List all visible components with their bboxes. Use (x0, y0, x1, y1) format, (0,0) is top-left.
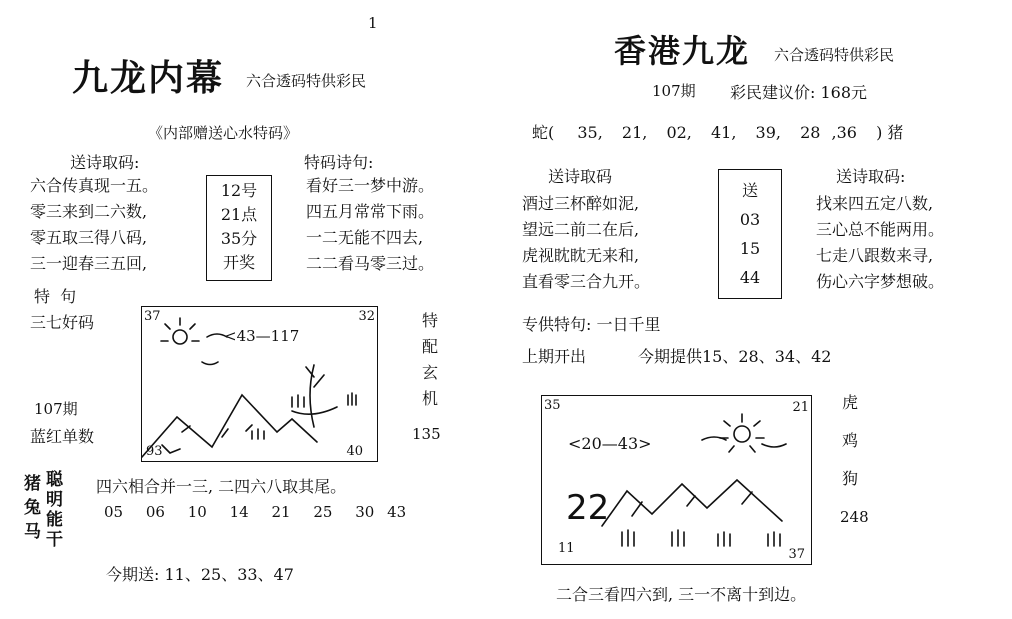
right-special-line: 专供特句: 一日千里 (522, 315, 661, 334)
animal: 虎 (842, 393, 859, 412)
box-line: 21点 (220, 205, 258, 224)
right-riddle-picture (541, 395, 812, 565)
box-line: 44 (739, 268, 761, 287)
snake-number: 39, (755, 123, 781, 142)
snake-number: 02, (666, 123, 692, 142)
picture-big-number: 22 (566, 488, 610, 528)
number: 10 (187, 503, 207, 521)
poem-line: 三心总不能两用。 (816, 220, 945, 239)
left-poem-special-lines (306, 173, 434, 277)
poem-line: 四五月常常下雨。 (306, 202, 435, 221)
right-this-issue: 今期提供15、28、34、42 (638, 347, 832, 366)
number: 25 (313, 503, 333, 521)
vertical-char: 配 (421, 337, 438, 356)
poem-line: 找来四五定八数, (816, 194, 934, 213)
box-line: 35分 (220, 229, 258, 248)
poem-line: 伤心六字梦想破。 (816, 272, 945, 291)
left-riddle-picture (141, 306, 378, 462)
left-special-sentence-label: 特 句 (34, 287, 77, 306)
poem-line: 酒过三杯醉如泥, (522, 194, 640, 213)
number: 43 (387, 503, 407, 521)
poem-line: 虎视眈眈无来和, (522, 246, 640, 265)
box-line: 03 (739, 210, 761, 229)
right-poem-right-lines (816, 191, 944, 295)
box-line: 开奖 (222, 253, 255, 272)
page-number: 1 (368, 14, 378, 32)
right-side-number: 248 (840, 508, 869, 526)
left-animal-column (24, 472, 41, 544)
poem-line: 一二无能不四去, (306, 228, 424, 247)
left-draw-time-box (206, 175, 272, 281)
picture-number-bottom-right: 40 (346, 444, 363, 459)
right-sketch-art (542, 396, 811, 564)
picture-number-top-left: 37 (144, 309, 161, 324)
snake-number: 35, (577, 123, 603, 142)
left-smart-column (46, 470, 63, 550)
right-poem-left-lines (522, 191, 650, 295)
picture-middle-text: <20—43> (568, 434, 652, 453)
animal: 猪 (24, 474, 41, 494)
picture-number-bottom-left: 93 (146, 444, 163, 459)
right-title: 香港九龙 (614, 32, 751, 70)
poem-line: 零五取三得八码, (30, 228, 148, 247)
right-poem-right-header: 送诗取码: (836, 167, 906, 186)
snake-label: 蛇( (532, 123, 555, 142)
box-line: 送 (741, 181, 758, 200)
left-numbers-line (104, 503, 406, 521)
poem-line: 直看零三合九开。 (522, 272, 651, 291)
poem-line: 望远二前二在后, (522, 220, 640, 239)
left-title: 九龙内幕 (72, 57, 225, 99)
poem-line: 六合传真现一五。 (30, 176, 159, 195)
box-line: 15 (739, 239, 761, 258)
snake-number: 28 (800, 123, 821, 142)
number: 30 (355, 503, 375, 521)
poem-line: 七走八跟数来寻, (816, 246, 934, 265)
left-this-issue: 今期送: 11、25、33、47 (106, 565, 294, 584)
right-bottom-line: 二合三看四六到, 三一不离十到边。 (556, 585, 807, 604)
animal: 马 (24, 522, 41, 542)
animal: 狗 (842, 469, 859, 488)
animal: 鸡 (842, 431, 859, 450)
number: 06 (145, 503, 165, 521)
right-price: 彩民建议价: 168元 (730, 83, 868, 102)
smart-char: 能 (46, 510, 63, 530)
right-poem-left-header: 送诗取码 (548, 167, 613, 186)
number: 14 (229, 503, 249, 521)
poem-line: 三一迎春三五回, (30, 254, 148, 273)
vertical-char: 机 (421, 389, 438, 408)
left-bracket-title: 《内部赠送心水特码》 (148, 124, 299, 142)
right-subtitle: 六合透码特供彩民 (774, 46, 895, 64)
poem-line: 看好三一梦中游。 (306, 176, 435, 195)
box-line: 12号 (220, 181, 258, 200)
smart-char: 聪 (46, 470, 63, 490)
right-last-issue: 上期开出 (522, 347, 587, 366)
number: 21 (271, 503, 291, 521)
left-blue-red-label: 蓝红单数 (30, 427, 95, 446)
number: 05 (104, 503, 124, 521)
poem-line: 零三来到二六数, (30, 202, 148, 221)
picture-middle-text: <43—117 (224, 327, 300, 345)
left-right-vertical-text (420, 308, 440, 412)
smart-char: 干 (46, 530, 63, 550)
picture-number-bottom-right: 37 (788, 547, 805, 562)
left-poem-send-header: 送诗取码: (70, 153, 140, 172)
left-subtitle: 六合透码特供彩民 (246, 72, 367, 90)
left-right-number: 135 (412, 425, 441, 443)
left-good-code-label: 三七好码 (30, 313, 95, 332)
snake-number: 21, (621, 123, 648, 142)
right-issue: 107期 (652, 82, 696, 100)
left-poem-special-header: 特码诗句: (304, 153, 374, 172)
picture-number-top-right: 21 (792, 400, 809, 415)
right-send-box (718, 169, 782, 299)
snake-number: 41, (710, 123, 737, 142)
poem-line: 二二看马零三过。 (306, 254, 435, 273)
picture-number-bottom-left: 11 (558, 541, 575, 556)
left-issue-label: 107期 (34, 400, 78, 418)
picture-number-top-left: 35 (544, 398, 561, 413)
right-side-animals (842, 384, 858, 498)
vertical-char: 玄 (421, 363, 438, 382)
smart-char: 明 (46, 490, 63, 510)
vertical-char: 特 (421, 311, 438, 330)
animal: 兔 (24, 498, 41, 518)
right-snake-line (532, 120, 903, 143)
picture-number-top-right: 32 (358, 309, 375, 324)
snake-number: ,36 (831, 123, 857, 142)
pig-label: 猪 (887, 123, 904, 142)
snake-number: ) (876, 123, 883, 142)
left-poem-send-lines (30, 173, 158, 277)
left-smart-line: 四六相合并一三, 二四六八取其尾。 (96, 477, 347, 496)
